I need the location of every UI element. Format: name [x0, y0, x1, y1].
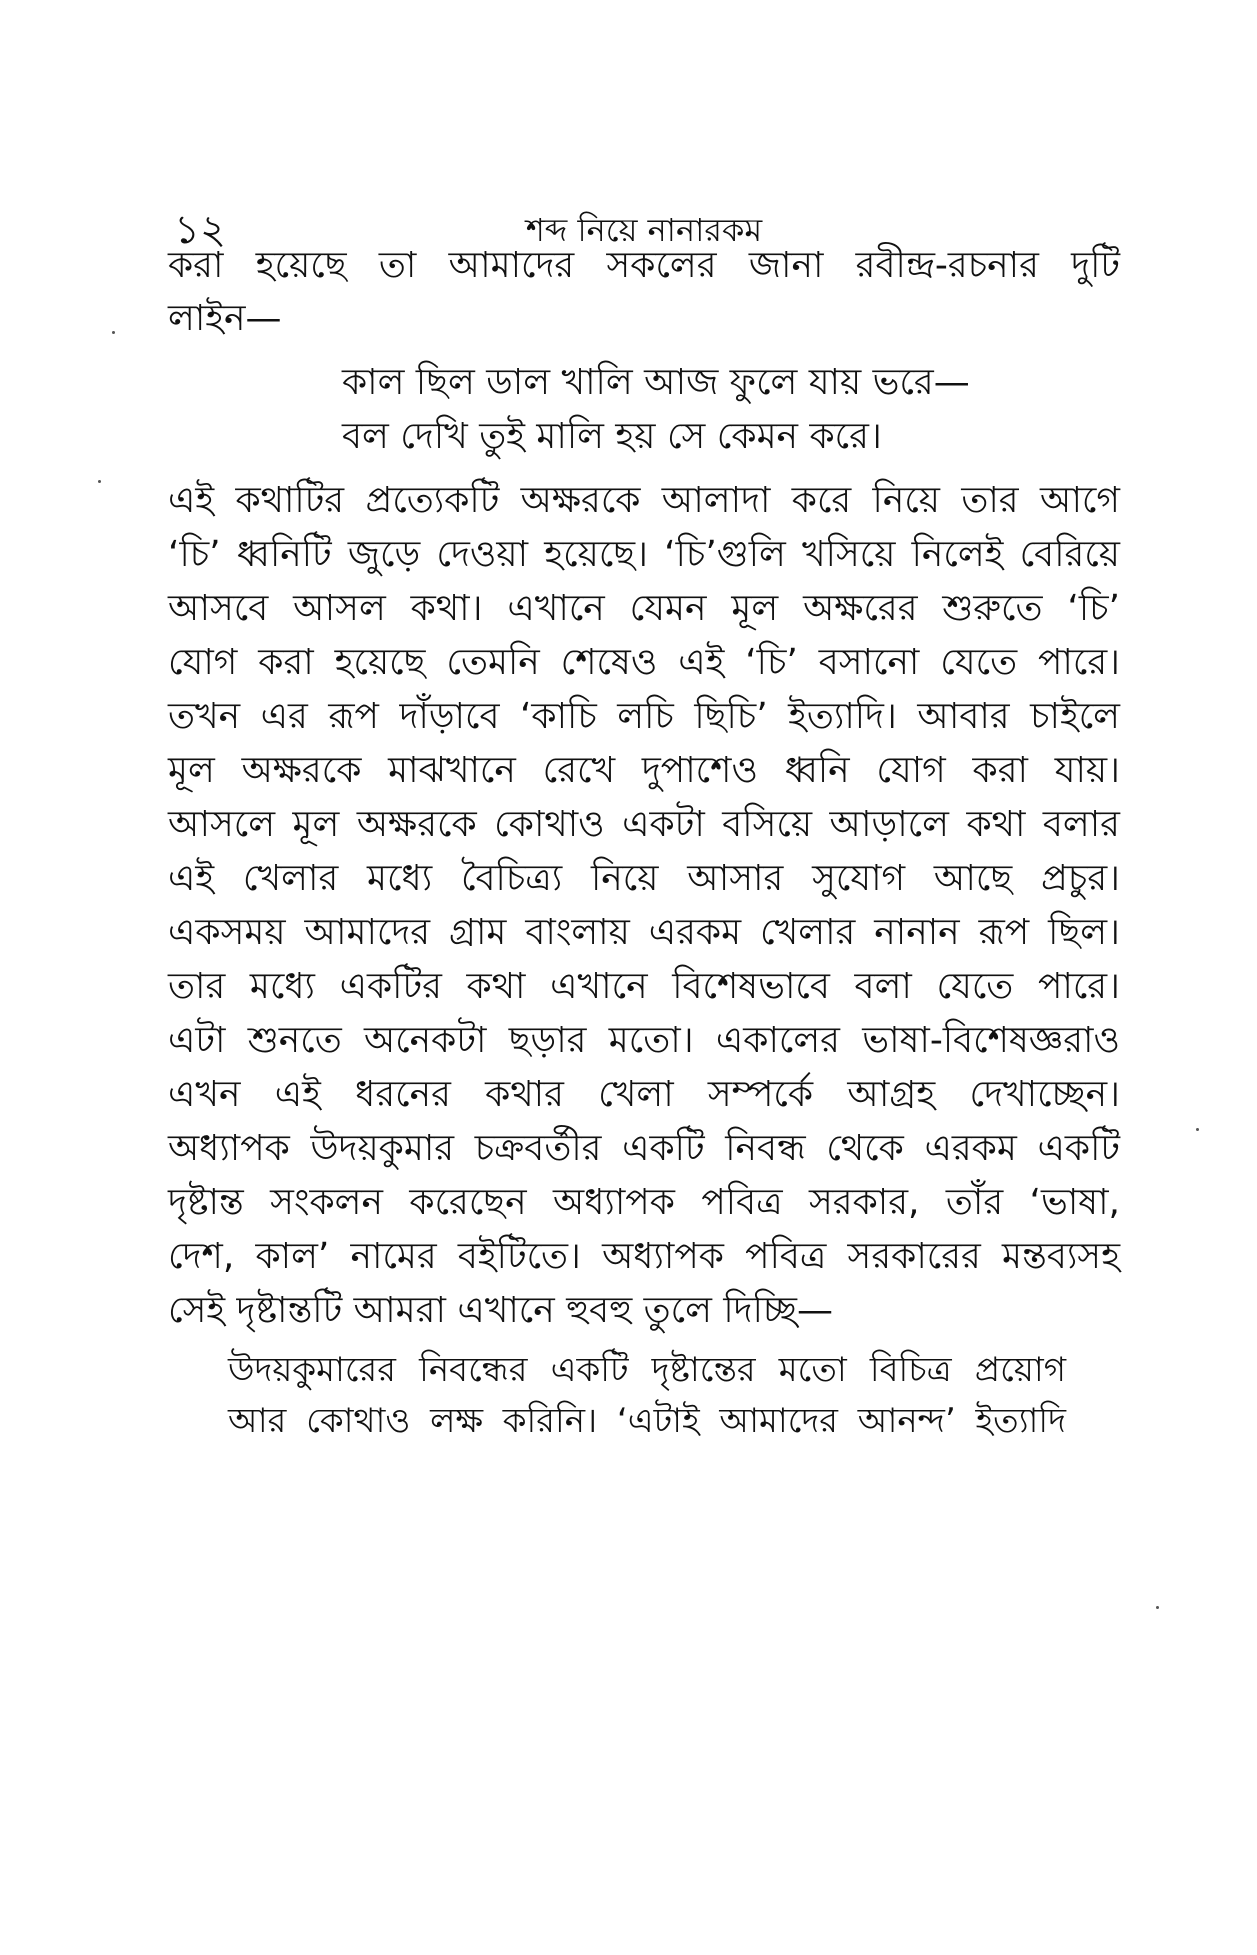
paragraph-2-line: মূল অক্ষরকে মাঝখানে রেখে দুপাশেও ধ্বনি যোগ করা যায়। [168, 750, 1120, 791]
paragraph-2-line: আসবে আসল কথা। এখানে যেমন মূল অক্ষরের শুরুতে ‘চি’ [168, 588, 1120, 629]
paragraph-2-line: ‘চি’ ধ্বনিটি জুড়ে দেওয়া হয়েছে। ‘চি’গুলি খসিয়ে নিলেই বেরিয়ে [168, 534, 1120, 575]
paragraph-2-line: দেশ, কাল’ নামের বইটিতে। অধ্যাপক পবিত্র সরকারের মন্তব্যসহ [168, 1236, 1120, 1277]
paragraph-2-line: যোগ করা হয়েছে তেমনি শেষেও এই ‘চি’ বসানো যেতে পারে। [168, 642, 1120, 683]
paragraph-2-line: অধ্যাপক উদয়কুমার চক্রবর্তীর একটি নিবন্ধ থেকে এরকম একটি [168, 1128, 1120, 1169]
paragraph-2-line: তখন এর রূপ দাঁড়াবে ‘কাচি লচি ছিচি’ ইত্যাদি। আবার চাইলে [168, 696, 1120, 737]
page-number: ১২ [174, 207, 226, 253]
running-title: শব্দ নিয়ে নানারকম [525, 211, 763, 249]
paragraph-1-line: করা হয়েছে তা আমাদের সকলের জানা রবীন্দ্র-রচনার দুটি [168, 245, 1120, 286]
paragraph-2-line: আসলে মূল অক্ষরকে কোথাও একটা বসিয়ে আড়ালে কথা বলার [168, 804, 1120, 845]
paragraph-1-line: লাইন— [168, 298, 282, 339]
paragraph-2-line: একসময় আমাদের গ্রাম বাংলায় এরকম খেলার নানান রূপ ছিল। [168, 912, 1120, 953]
print-speck [1196, 1128, 1199, 1131]
paragraph-2-line: এটা শুনতে অনেকটা ছড়ার মতো। একালের ভাষা-বিশেষজ্ঞরাও [168, 1020, 1120, 1061]
verse-line: কাল ছিল ডাল খালি আজ ফুলে যায় ভরে— [342, 362, 970, 403]
print-speck [98, 480, 101, 483]
paragraph-2-line: দৃষ্টান্ত সংকলন করেছেন অধ্যাপক পবিত্র সরকার, তাঁর ‘ভাষা, [168, 1182, 1120, 1223]
quote-line: উদয়কুমারের নিবন্ধের একটি দৃষ্টান্তের মতো বিচিত্র প্রয়োগ [228, 1350, 1066, 1390]
quote-line: আর কোথাও লক্ষ করিনি। ‘এটাই আমাদের আনন্দ’ ইত্যাদি [228, 1401, 1066, 1441]
paragraph-2-line: এই কথাটির প্রত্যেকটি অক্ষরকে আলাদা করে নিয়ে তার আগে [168, 480, 1120, 521]
print-speck [112, 331, 115, 334]
paragraph-2-line: এখন এই ধরনের কথার খেলা সম্পর্কে আগ্রহ দেখাচ্ছেন। [168, 1074, 1120, 1115]
print-speck [1156, 1606, 1159, 1609]
verse-line: বল দেখি তুই মালি হয় সে কেমন করে। [342, 416, 882, 457]
paragraph-2-line: সেই দৃষ্টান্তটি আমরা এখানে হুবহু তুলে দিচ্ছি— [168, 1290, 833, 1331]
paragraph-2-line: এই খেলার মধ্যে বৈচিত্র্য নিয়ে আসার সুযোগ আছে প্রচুর। [168, 858, 1120, 899]
paragraph-2-line: তার মধ্যে একটির কথা এখানে বিশেষভাবে বলা যেতে পারে। [168, 966, 1120, 1007]
